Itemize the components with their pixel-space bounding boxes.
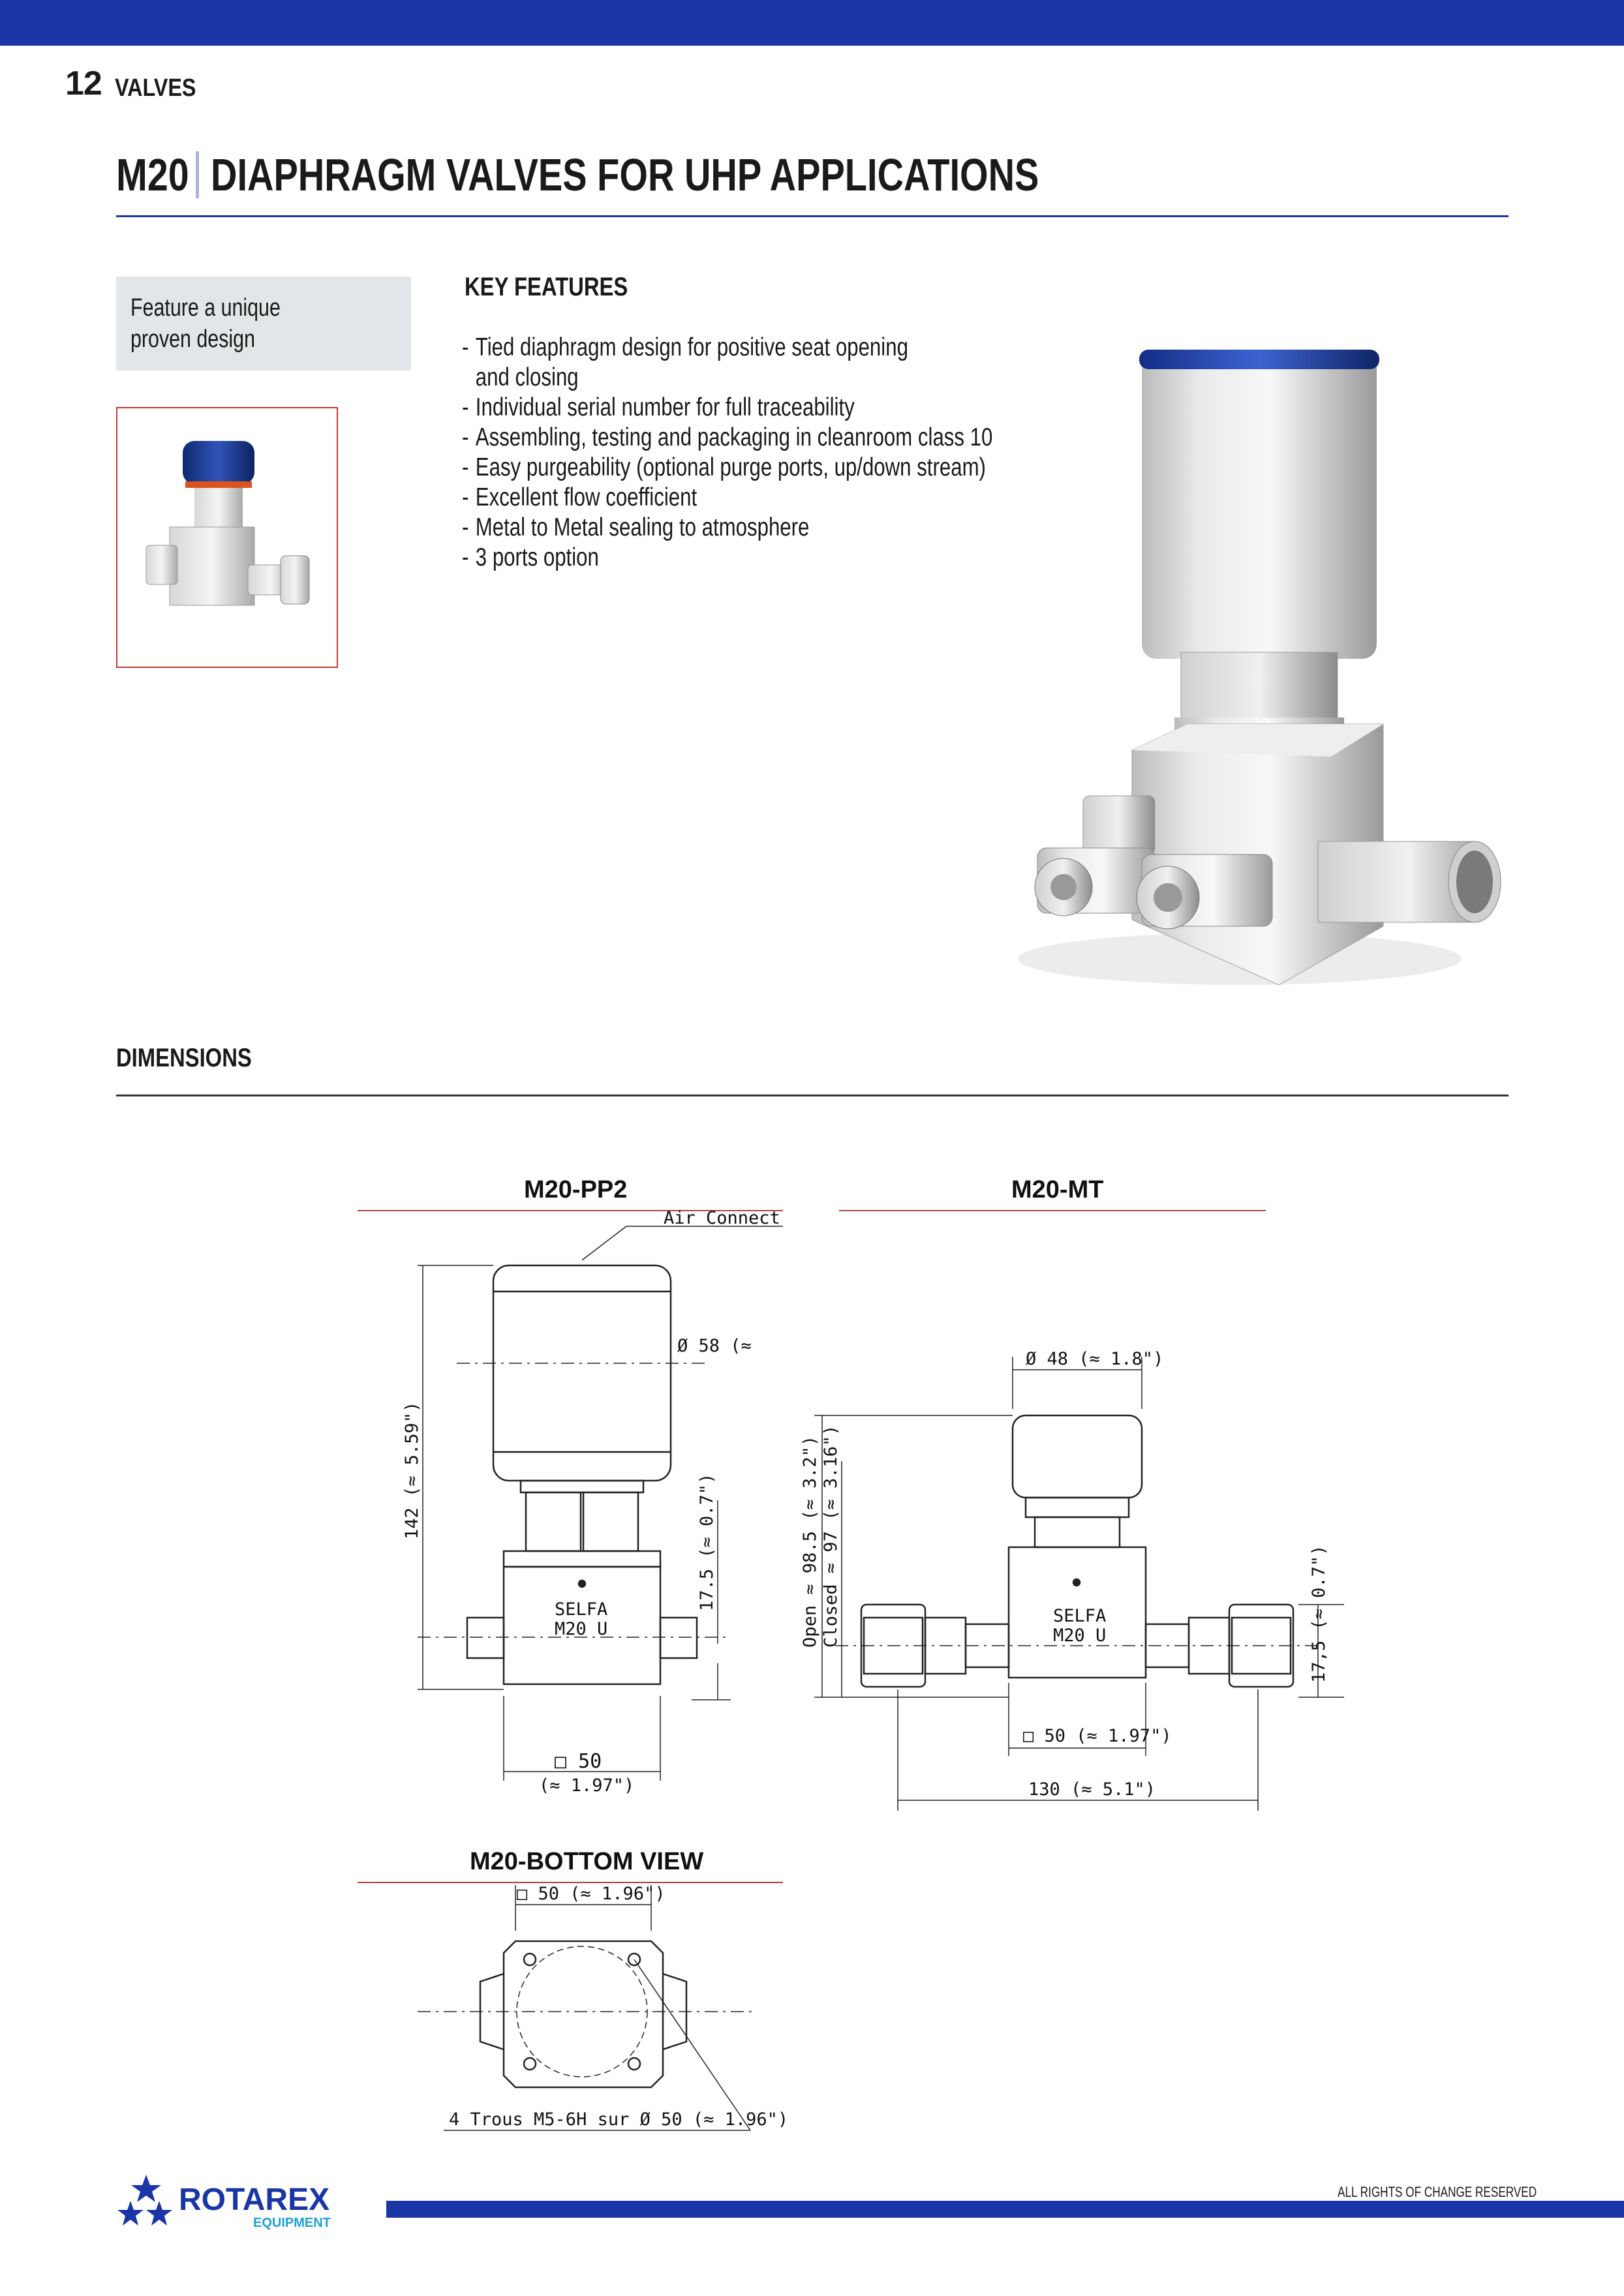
page-title: [116, 149, 1246, 201]
list-item: - Easy purgeability (optional purge ports, up/down stream): [462, 453, 986, 481]
section-name: VALVES: [115, 74, 196, 102]
bottom-holes-note: 4 Trous M5-6H sur Ø 50 (≈ 1.96"): [449, 2109, 789, 2130]
pp2-body-line-1: SELFA: [555, 1599, 608, 1620]
logo-sub: EQUIPMENT: [253, 2216, 331, 2230]
list-item: - Tied diaphragm design for positive seat opening: [462, 333, 908, 361]
thumbnail-valve-illustration: [117, 408, 337, 667]
title-text: DIAPHRAGM VALVES FOR UHP APPLICATIONS: [211, 149, 1039, 200]
mt-body-line-2: M20 U: [1053, 1625, 1107, 1646]
pp2-square-inches: (≈ 1.97"): [539, 1775, 635, 1796]
logo-stars-icon: [117, 2175, 172, 2226]
pp2-height: 142 (≈ 5.59"): [402, 1401, 422, 1539]
pp2-body-line-2: M20 U: [555, 1619, 608, 1639]
bottom-view-label: M20-BOTTOM VIEW: [470, 1848, 704, 1875]
feature-callout: [116, 277, 411, 370]
list-item: - 3 ports option: [462, 543, 599, 571]
rights-notice: ALL RIGHTS OF CHANGE RESERVED: [1338, 2184, 1537, 2200]
mt-label: M20-MT: [1011, 1176, 1104, 1203]
feature-callout-text: [130, 292, 402, 355]
list-item: - Assembling, testing and packaging in cleanroom class 10: [462, 423, 993, 451]
valve-product-illustration: [979, 333, 1514, 1024]
mt-width: 130 (≈ 5.1"): [1028, 1779, 1156, 1800]
top-banner: [0, 0, 1624, 46]
pp2-square-size: □ 50: [555, 1750, 602, 1773]
product-image: [979, 333, 1514, 1024]
list-item: - Individual serial number for full traceability: [462, 393, 855, 421]
pp2-port-height: 17.5 (≈ 0.7"): [697, 1473, 717, 1611]
list-item: - Excellent flow coefficient: [462, 483, 697, 511]
title-rule: [116, 215, 1509, 217]
page-number: 12: [65, 65, 102, 102]
dimensions-rule: [116, 1095, 1509, 1096]
technical-drawings: [339, 1161, 1357, 2152]
rotarex-logo: [116, 2172, 390, 2244]
bottom-square-size: □ 50 (≈ 1.96"): [517, 1884, 666, 1904]
pp2-air-connect: Air Connect: [664, 1208, 780, 1228]
feature-line-2: proven design: [130, 325, 255, 353]
title-code: M20: [116, 149, 189, 200]
mt-diameter: Ø 48 (≈ 1.8"): [1026, 1349, 1164, 1369]
footer-bar: [386, 2201, 1624, 2218]
list-item: - Metal to Metal sealing to atmosphere: [462, 513, 810, 541]
thumbnail-image: [116, 407, 338, 668]
title-separator: [196, 151, 199, 198]
list-item: and closing: [475, 363, 579, 391]
dimensions-title: DIMENSIONS: [116, 1044, 252, 1072]
pp2-diameter: Ø 58 (≈: [677, 1336, 752, 1356]
mt-open-height: Open ≈ 98.5 (≈ 3.2"): [800, 1435, 820, 1648]
mt-body-line-1: SELFA: [1053, 1606, 1107, 1626]
mt-port-height: 17,5 (≈ 0.7"): [1309, 1545, 1329, 1683]
pp2-label: M20-PP2: [524, 1176, 628, 1203]
feature-line-1: Feature a unique: [130, 294, 281, 322]
logo-brand: ROTAREX: [179, 2183, 330, 2217]
mt-closed-height: Closed ≈ 97 (≈ 3.16"): [821, 1425, 841, 1648]
mt-square-size: □ 50 (≈ 1.97"): [1023, 1726, 1172, 1746]
key-features-title: KEY FEATURES: [465, 273, 628, 301]
key-features-list: [462, 333, 1049, 573]
